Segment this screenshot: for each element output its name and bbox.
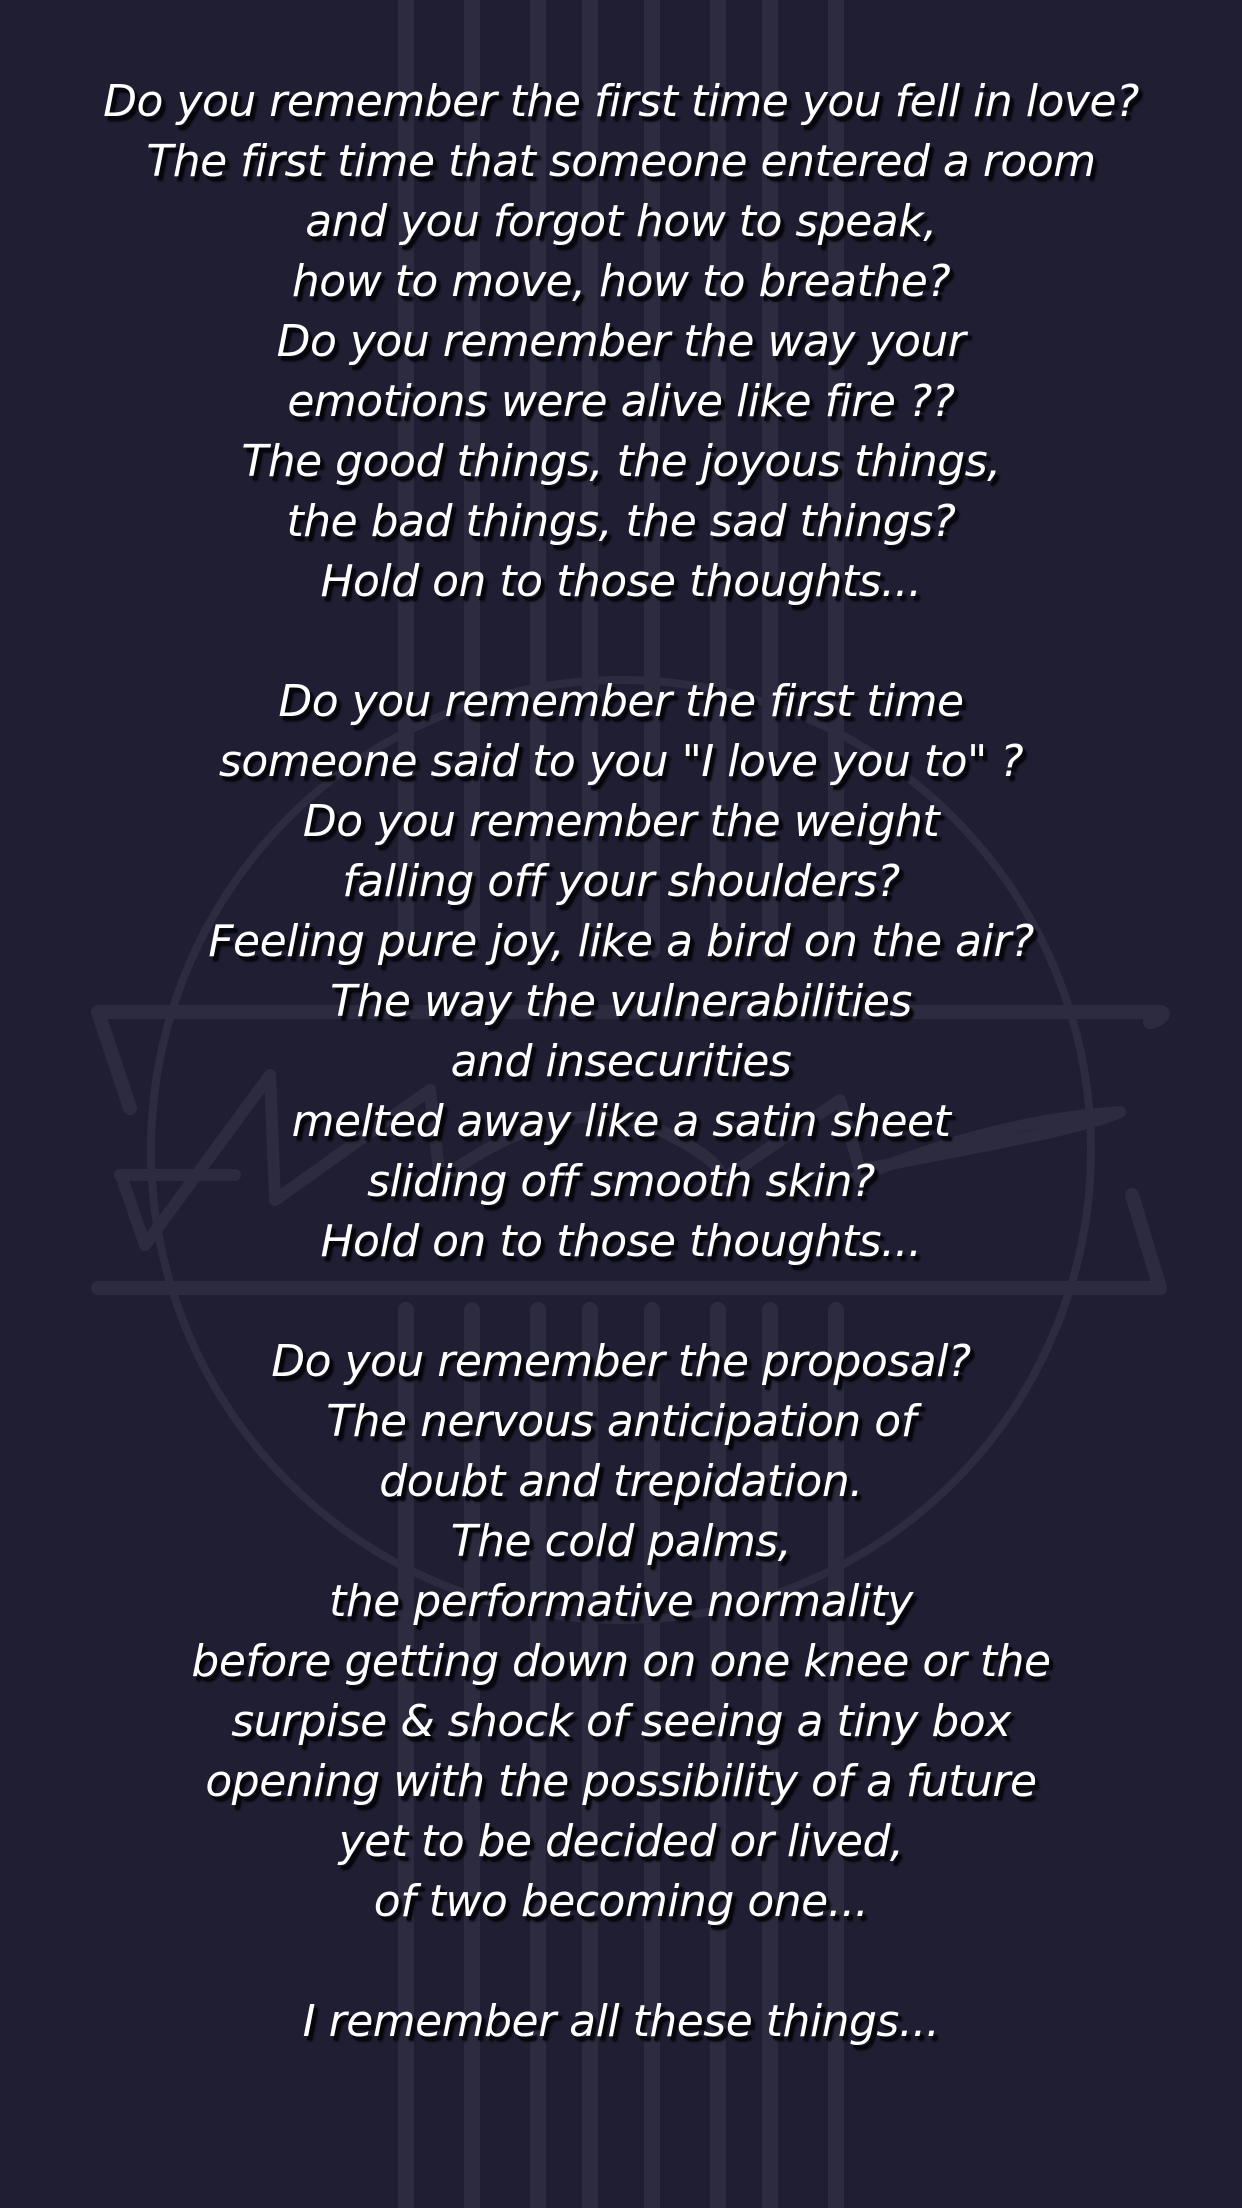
poem-line: The cold palms, <box>450 1516 792 1567</box>
poem-line: the bad things, the sad things? <box>286 496 956 547</box>
poem-line: The first time that someone entered a room <box>146 136 1096 187</box>
poem-line: emotions were alive like fire ?? <box>287 376 955 427</box>
poem-line: how to move, how to breathe? <box>291 256 951 307</box>
poem-line: of two becoming one... <box>373 1876 869 1927</box>
poem-line: Do you remember the weight <box>302 796 940 847</box>
poem-line: Hold on to those thoughts... <box>320 1216 922 1267</box>
poem-line: the performative normality <box>329 1576 913 1627</box>
poem-line: falling off your shoulders? <box>342 856 900 907</box>
poem-line: surpise & shock of seeing a tiny box <box>231 1696 1011 1747</box>
poem <box>0 72 1242 2112</box>
poem-line: Do you remember the way your <box>276 316 966 367</box>
poem-line: Do you remember the proposal? <box>271 1336 971 1387</box>
poem-line: doubt and trepidation. <box>379 1456 863 1507</box>
poem-line: Feeling pure joy, like a bird on the air? <box>208 916 1034 967</box>
poem-line: Do you remember the first time <box>278 676 964 727</box>
poem-line: opening with the possibility of a future <box>205 1756 1037 1807</box>
poem-line: before getting down on one knee or the <box>191 1636 1051 1687</box>
poem-line: The good things, the joyous things, <box>241 436 1001 487</box>
poem-line: Hold on to those thoughts... <box>320 556 922 607</box>
stanza-3 <box>0 1332 1242 1932</box>
poem-line: yet to be decided or lived, <box>338 1816 904 1867</box>
poem-line: and insecurities <box>450 1036 792 1087</box>
poem-line: melted away like a satin sheet <box>291 1096 951 1147</box>
stanza-1 <box>0 72 1242 612</box>
poem-line: Do you remember the first time you fell in love? <box>103 76 1139 127</box>
poem-line: The nervous anticipation of <box>326 1396 916 1447</box>
poem-line: sliding off smooth skin? <box>367 1156 875 1207</box>
stanza-2 <box>0 672 1242 1272</box>
stanza-4 <box>0 1992 1242 2052</box>
poem-line: I remember all these things... <box>302 1996 940 2047</box>
poem-line: someone said to you "I love you to" ? <box>218 736 1024 787</box>
poem-line: The way the vulnerabilities <box>330 976 912 1027</box>
poem-line: and you forgot how to speak, <box>305 196 937 247</box>
